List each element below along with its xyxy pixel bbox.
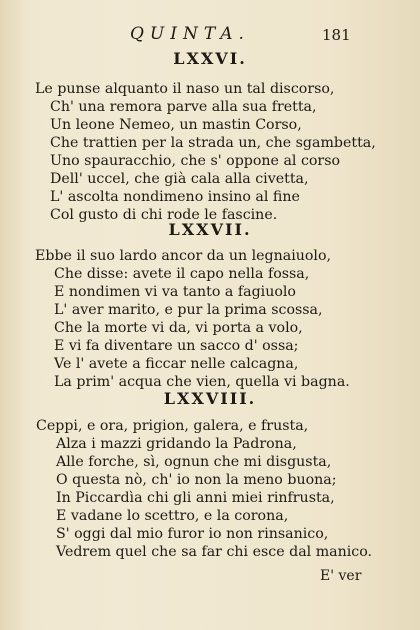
verse-line: Dell' uccel, che già cala alla civetta, [50,171,309,187]
verse-line: L' aver marito, e pur la prima scossa, [54,302,323,318]
catchword: E' ver [320,568,362,584]
stanza-lxxvi [0,48,420,223]
verse-line: E vadane lo scettro, e la corona, [56,508,289,524]
verse-line: Ceppi, e ora, prigion, galera, e frusta, [36,418,309,434]
verse-line: E nondimen vi va tanto a fagiuolo [54,284,296,300]
verse-line: Che trattien per la strada un, che sgambetta, [50,135,376,151]
verse-line: La prim' acqua che vien, quella vi bagna. [54,374,350,390]
verse-line: Alle forche, sì, ognun che mi disgusta, [56,454,332,470]
stanza-number: LXXVI. [173,49,247,68]
verse-line: L' ascolta nondimeno insino al fine [50,189,300,205]
stanza-number: LXXVII. [168,220,252,239]
page-header [0,24,420,46]
verse-line: In Piccardìa chi gli anni miei rinfrusta, [56,490,335,506]
running-title: QUINTA. [130,24,250,44]
stanza-lxxviii [0,388,420,560]
page-number: 181 [322,26,351,44]
verse-line: Che disse: avete il capo nella fossa, [54,266,310,282]
verse-line: Alza i mazzi gridando la Padrona, [56,436,297,452]
verse-line: E vi fa diventare un sacco d' ossa; [54,338,299,354]
verse-line: O questa nò, ch' io non la meno buona; [56,472,337,488]
verse-line: Ve l' avete a ficcar nelle calcagna, [54,356,299,372]
verse-line: Uno spauracchio, che s' oppone al corso [50,153,341,169]
verse-line: S' oggi dal mio furor io non rinsanico, [56,526,329,542]
stanza-number: LXXVIII. [163,389,257,408]
verse-line: Ebbe il suo lardo ancor da un legnaiuolo, [35,248,332,264]
verse-line: Ch' una remora parve alla sua fretta, [50,99,317,115]
stanza-lxxvii [0,219,420,390]
verse-line: Un leone Nemeo, un mastin Corso, [50,117,302,133]
verse-line: Col gusto di chi rode le fascine. [50,207,278,223]
verse-line: Vedrem quel che sa far chi esce dal manico. [56,544,373,560]
verse-line: Le punse alquanto il naso un tal discorso, [35,81,335,97]
verse-line: Che la morte vi da, vi porta a volo, [54,320,303,336]
